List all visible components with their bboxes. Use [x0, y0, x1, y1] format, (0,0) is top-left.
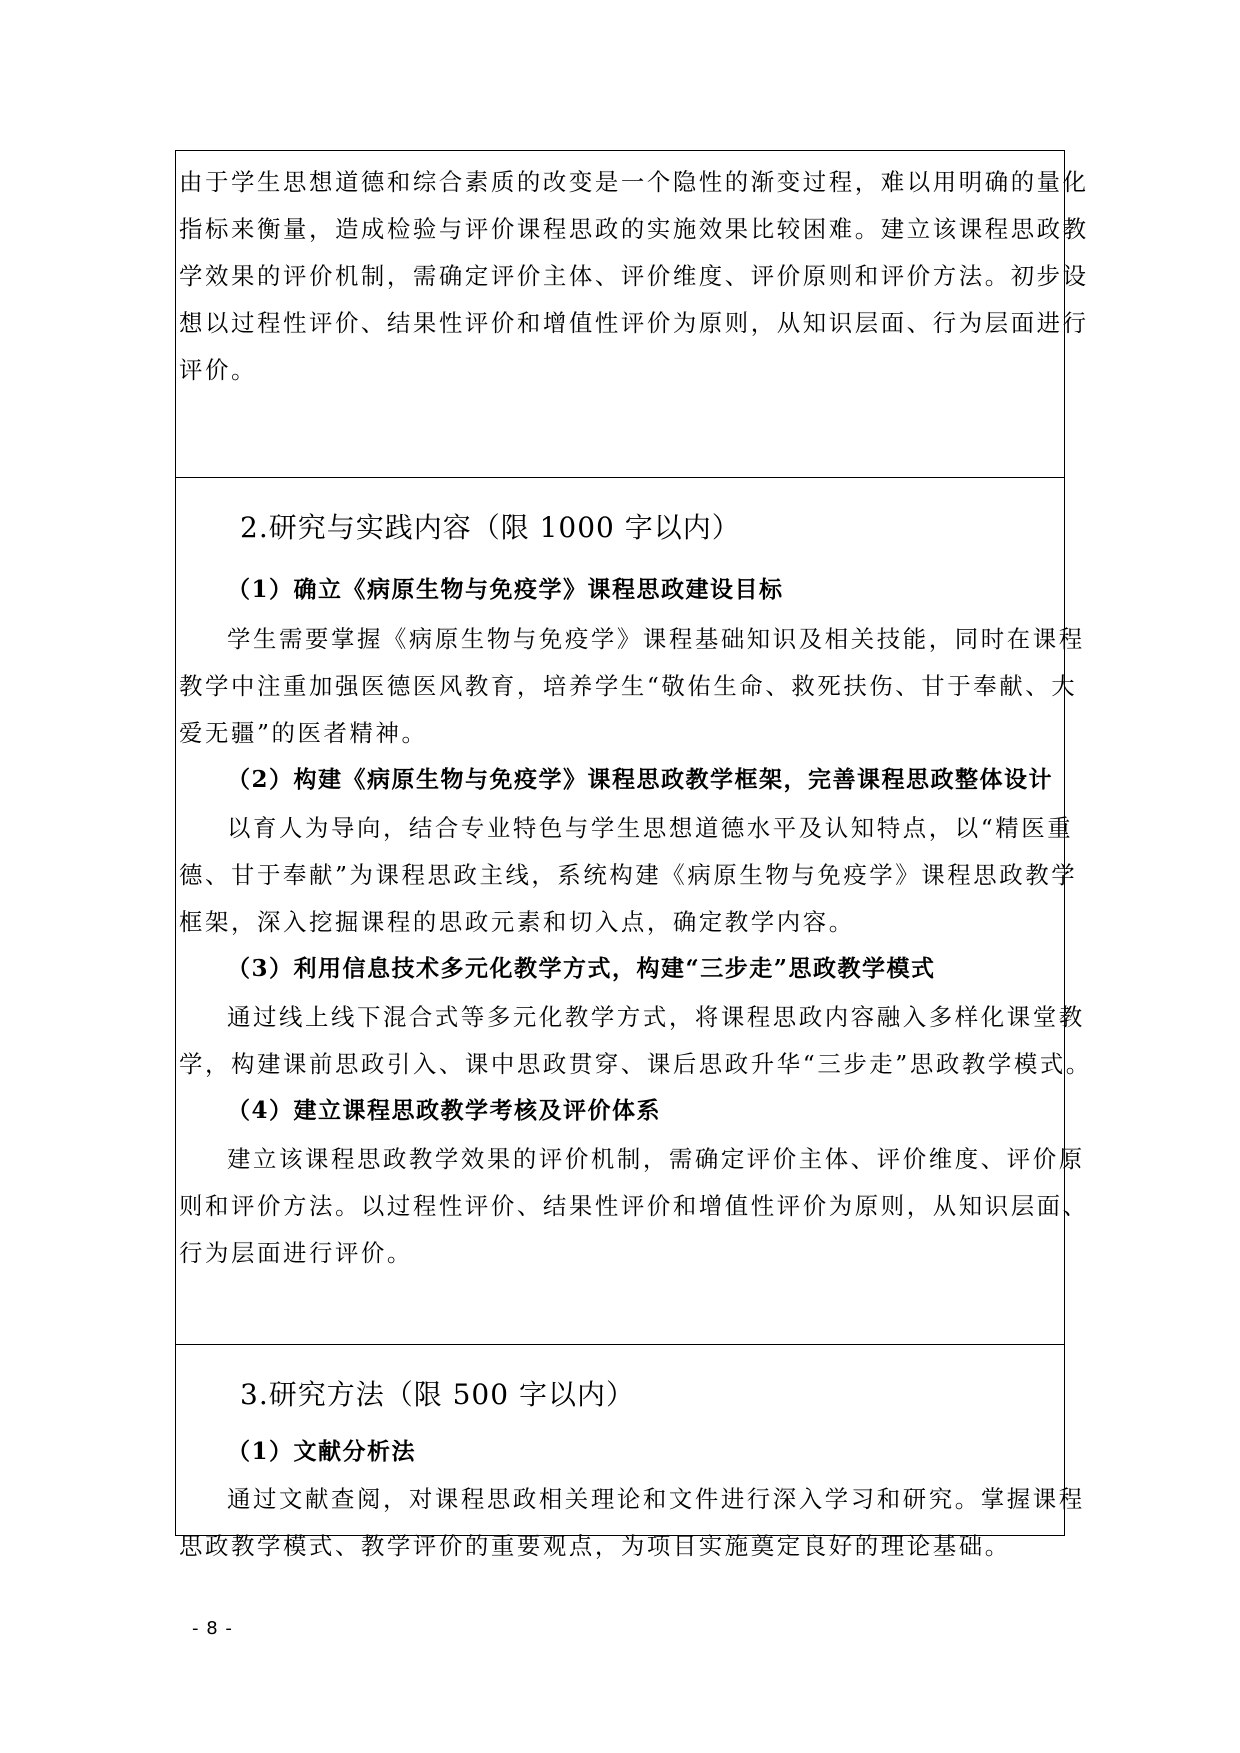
subsection-heading: （1）文献分析法 — [227, 1438, 417, 1465]
paragraph-line: 评价。 — [179, 356, 257, 384]
table-row — [176, 151, 1089, 477]
page-number: - 8 - — [192, 1618, 233, 1639]
form-table — [175, 150, 1092, 1560]
paragraph-line: 指标来衡量，造成检验与评价课程思政的实施效果比较困难。建立该课程思政教 — [179, 215, 1089, 243]
paragraph-line: 框架，深入挖掘课程的思政元素和切入点，确定教学内容。 — [179, 908, 855, 936]
paragraph-line: 以育人为导向，结合专业特色与学生思想道德水平及认知特点，以“精医重 — [227, 814, 1074, 842]
paragraph-line: 学，构建课前思政引入、课中思政贯穿、课后思政升华“三步走”思政教学模式。 — [179, 1050, 1092, 1078]
section-title: 2.研究与实践内容（限 1000 字以内） — [240, 511, 741, 544]
paragraph-line: 学生需要掌握《病原生物与免疫学》课程基础知识及相关技能，同时在课程 — [227, 625, 1085, 653]
paragraph-line: 通过文献查阅，对课程思政相关理论和文件进行深入学习和研究。掌握课程 — [227, 1485, 1085, 1513]
paragraph-line: 教学中注重加强医德医风教育，培养学生“敬佑生命、救死扶伤、甘于奉献、大 — [179, 672, 1078, 700]
paragraph-line: 学效果的评价机制，需确定评价主体、评价维度、评价原则和评价方法。初步设 — [179, 262, 1089, 290]
paragraph-line: 爱无疆”的医者精神。 — [179, 719, 428, 747]
table-row — [176, 477, 1092, 1344]
subsection-heading: （3）利用信息技术多元化教学方式，构建“三步走”思政教学模式 — [227, 955, 936, 982]
paragraph-line: 思政教学模式、教学评价的重要观点，为项目实施奠定良好的理论基础。 — [179, 1532, 1011, 1560]
paragraph-line: 想以过程性评价、结果性评价和增值性评价为原则，从知识层面、行为层面进行 — [179, 309, 1089, 337]
table-row — [176, 1344, 1085, 1560]
section-title: 3.研究方法（限 500 字以内） — [240, 1378, 635, 1411]
paragraph-line: 行为层面进行评价。 — [179, 1239, 413, 1267]
paragraph-line: 建立该课程思政教学效果的评价机制，需确定评价主体、评价维度、评价原 — [227, 1145, 1085, 1173]
subsection-heading: （1）确立《病原生物与免疫学》课程思政建设目标 — [227, 576, 784, 603]
paragraph-line: 则和评价方法。以过程性评价、结果性评价和增值性评价为原则，从知识层面、 — [179, 1192, 1089, 1220]
subsection-heading: （2）构建《病原生物与免疫学》课程思政教学框架，完善课程思政整体设计 — [227, 766, 1054, 793]
paragraph-line: 由于学生思想道德和综合素质的改变是一个隐性的渐变过程，难以用明确的量化 — [179, 168, 1089, 196]
paragraph-line: 德、甘于奉献”为课程思政主线，系统构建《病原生物与免疫学》课程思政教学 — [179, 861, 1078, 889]
subsection-heading: （4）建立课程思政教学考核及评价体系 — [227, 1097, 662, 1124]
paragraph-line: 通过线上线下混合式等多元化教学方式，将课程思政内容融入多样化课堂教 — [227, 1003, 1085, 1031]
